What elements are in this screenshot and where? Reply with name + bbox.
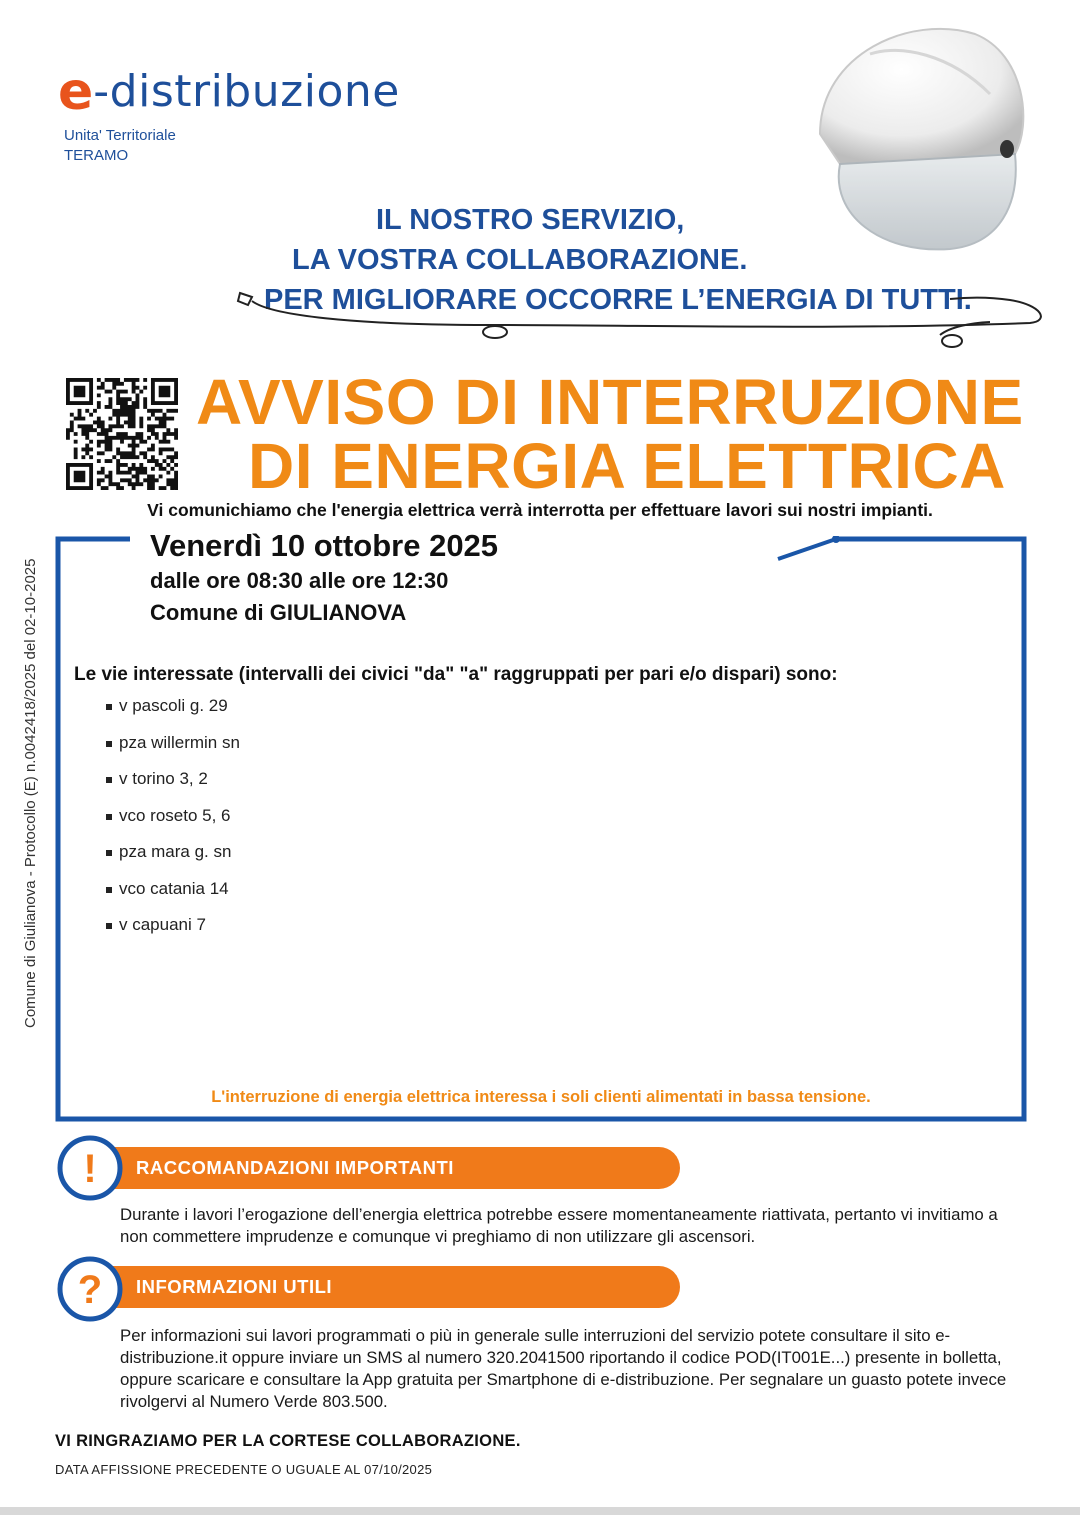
logo-e-mark: e (58, 62, 94, 122)
e-distribuzione-logo (58, 62, 400, 122)
unit-city: TERAMO (64, 147, 129, 164)
slogan-line-2: LA VOSTRA COLLABORAZIONE. (292, 244, 748, 276)
exclamation-icon (57, 1135, 123, 1201)
bullet-icon (106, 777, 112, 783)
territorial-unit (64, 126, 176, 166)
bullet-icon (106, 887, 112, 893)
affix-date: DATA AFFISSIONE PRECEDENTE O UGUALE AL 07/10/2025 (55, 1462, 433, 1477)
bottom-divider (0, 1507, 1080, 1515)
qr-modules (66, 378, 178, 490)
bullet-icon (106, 850, 112, 856)
list-item: v pascoli g. 29 (106, 696, 240, 733)
low-tension-note: L'interruzione di energia elettrica interessa i soli clienti alimentati in bassa tensione. (211, 1088, 871, 1106)
outage-hours: dalle ore 08:30 alle ore 12:30 (150, 568, 449, 593)
bullet-icon (106, 923, 112, 929)
list-item: vco roseto 5, 6 (106, 806, 240, 843)
list-item: vco catania 14 (106, 879, 240, 916)
intro-text: Vi comunichiamo che l'energia elettrica verrà interrotta per effettuare lavori sui nostri impianti. (147, 500, 933, 520)
bullet-icon (106, 741, 112, 747)
recommendations-body: Durante i lavori l’erogazione dell’energia elettrica potrebbe essere momentaneamente riattivata, pertanto vi invitiamo a non commettere imprudenze e comunque vi preghiamo di non utilizzare gli ascensori. (120, 1205, 998, 1246)
streets-list (106, 696, 240, 952)
notice-title (190, 366, 1070, 502)
info-title: INFORMAZIONI UTILI (136, 1276, 333, 1297)
outage-comune: Comune di GIULIANOVA (150, 600, 407, 625)
list-item: pza mara g. sn (106, 842, 240, 879)
title-line-2: DI ENERGIA ELETTRICA (248, 430, 1006, 502)
question-icon (57, 1256, 123, 1322)
qr-code[interactable] (66, 378, 178, 490)
thanks-text: VI RINGRAZIAMO PER LA CORTESE COLLABORAZIONE. (55, 1432, 521, 1450)
info-body: Per informazioni sui lavori programmati o più in generale sulle interruzioni del servizio potete consultare il sito e-distribuzione.it oppure inviare un SMS al numero 320.2041500 riportando il codice POD(IT001E...) presente in bolletta, oppure scaricare e consultare la App gratuita per Smartphone di e-distribuzione. Per segnalare un guasto potete invece rivolgervi al Numero Verde 803.500. (120, 1326, 1007, 1411)
svg-text:?: ? (77, 1268, 103, 1312)
info-header (92, 1266, 680, 1308)
slogan-line-3: PER MIGLIORARE OCCORRE L’ENERGIA DI TUTTI. (264, 284, 972, 316)
power-cord-icon (230, 275, 1050, 355)
title-line-1: AVVISO DI INTERRUZIONE (196, 366, 1024, 438)
unit-label: Unita' Territoriale (64, 127, 176, 144)
outage-date: Venerdì 10 ottobre 2025 (150, 528, 499, 563)
streets-title: Le vie interessate (intervalli dei civici "da" "a" raggruppati per pari e/o dispari) sono: (74, 664, 838, 685)
slogan-line-1: IL NOSTRO SERVIZIO, (376, 204, 685, 236)
list-item: pza willermin sn (106, 733, 240, 770)
bullet-icon (106, 704, 112, 710)
bullet-icon (106, 814, 112, 820)
list-item: v torino 3, 2 (106, 769, 240, 806)
recommendations-header (92, 1147, 680, 1189)
protocol-side-text: Comune di Giulianova - Protocollo (E) n.0042418/2025 del 02-10-2025 (22, 558, 39, 1028)
recommendations-title: RACCOMANDAZIONI IMPORTANTI (136, 1157, 454, 1178)
list-item: v capuani 7 (106, 915, 240, 952)
svg-text:!: ! (83, 1147, 97, 1191)
logo-wordmark: -distribuzione (93, 66, 400, 117)
